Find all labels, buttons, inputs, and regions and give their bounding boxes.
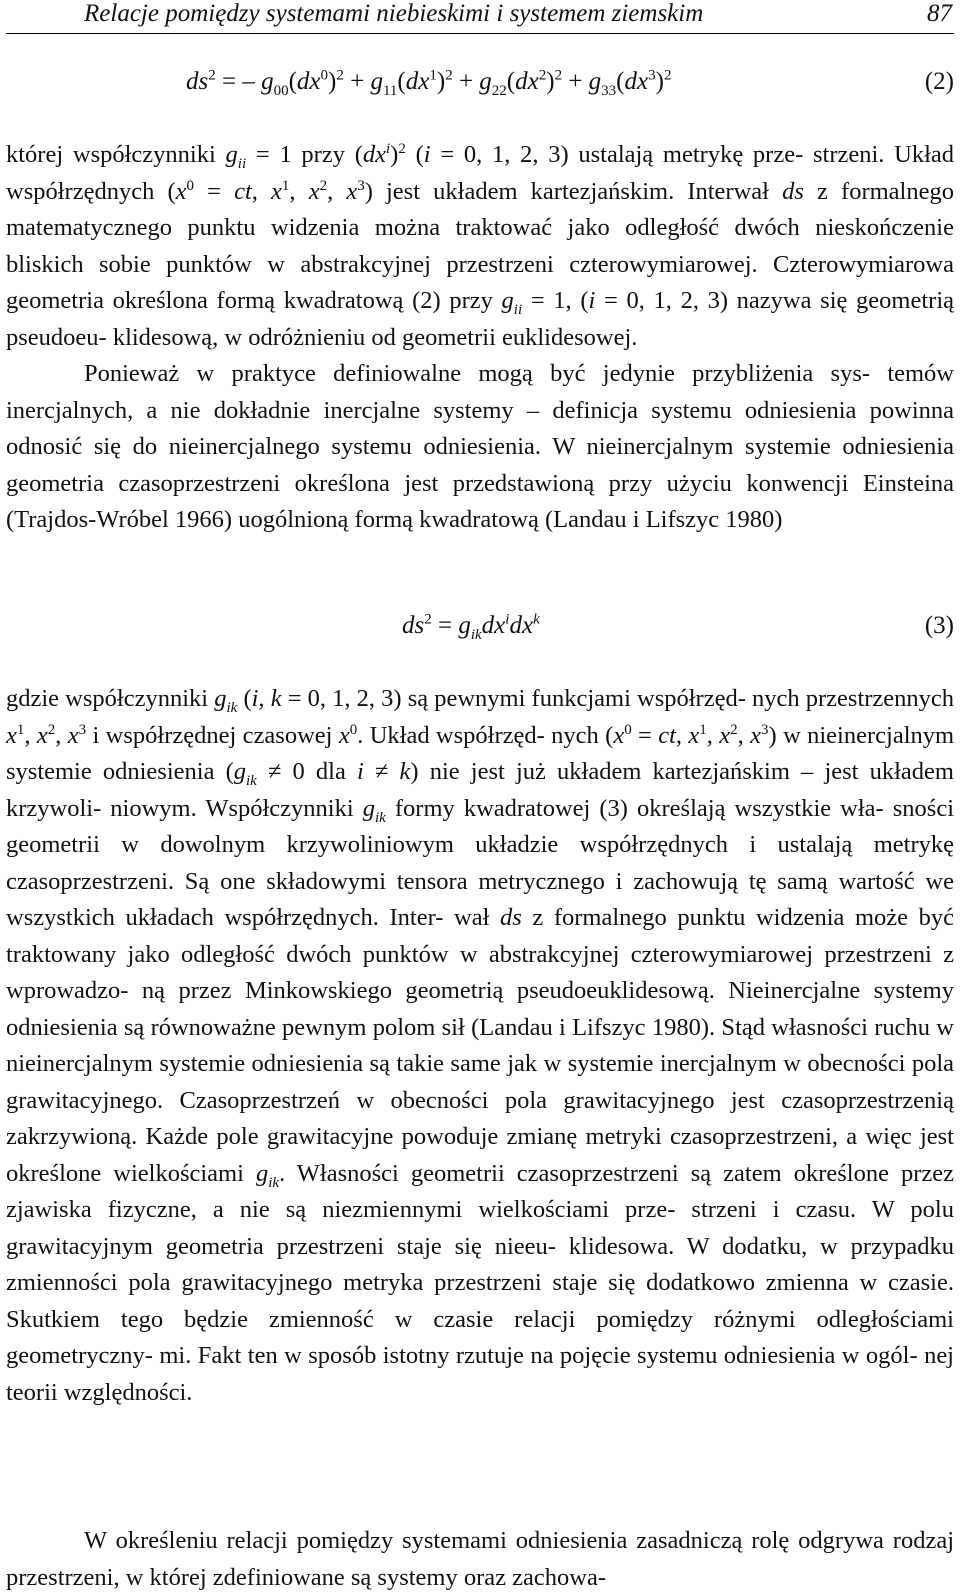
paragraph-3: gdzie współczynniki $g_{ik}$ (i, k = 0, 1, 2, 3) są pewnymi funkcjami współrzęd- nych przestrzennych $x^1$, $x^2$, $x^3$ i współrzędnej czasowej $x^0$. Układ współrzęd- nych ($x^0$ = ct, $x^1$, $x^2$, $x^3$) w nieinercjalnym systemie odniesienia ($g_{ik} \ne 0$ dla i ≠ k) nie jest już układem kartezjańskim – jest układem krzywoli- niowym. Współczynniki $g_{ik}$ formy kwadratowej (3) określają wszystkie wła- sności geometrii w dowolnym krzywoliniowym układzie współrzędnych i ustalają metrykę czasoprzestrzeni. Są one składowymi tensora metrycznego i zachowują tę samą wartość we wszystkich układach współrzędnych. Inter- wał ds z formalnego punktu widzenia może być traktowany jako odległość dwóch punktów w abstrakcyjnej czterowymiarowej przestrzeni z wprowadzo- ną przez Minkowskiego geometrią pseudoeuklidesową. Nieinercjalne systemy odniesienia są równoważne pewnym polom sił (Landau i Lifszyc 1980). Stąd własności ruchu w nieinercjalnym systemie odniesienia są takie same jak w systemie inercjalnym w obecności pola grawitacyjnego. Czasoprzestrzeń w obecności pola grawitacyjnego jest czasoprzestrzenią zakrzywioną. Każde pole grawitacyjne powoduje zmianę metryki czasoprzestrzeni, a więc jest określone wielkościami $g_{ik}$. Własności geometrii czasoprzestrzeni są zatem określone przez zjawiska fizyczne, a nie są niezmiennymi wielkościami prze- strzeni i czasu. W polu grawitacyjnym geometria przestrzeni staje się nieeu- klidesowa. W dodatku, w przypadku zmienności pola grawitacyjnego metryka przestrzeni staje się dodatkowo zmienna w czasie. Skutkiem tego będzie zmienność w czasie relacji pomiędzy różnymi odległościami geometryczny- mi. Fakt ten w sposób istotny rzutuje na pojęcie systemu odniesienia w ogól- nej teorii względności. [6, 685, 955, 1406]
running-title: Relacje pomiędzy systemami niebieskimi i systemem ziemskim [84, 0, 704, 27]
page-header [6, 0, 954, 34]
paragraph-4: W określeniu relacji pomiędzy systemami odniesienia zasadniczą rolę odgrywa rodzaj przestrzeni, w której zdefiniowane są systemy oraz zachowa- [6, 1527, 954, 1591]
equation-3-label: (3) [924, 612, 954, 639]
paragraph-1: której współczynniki $g_{ii} = 1$ przy $(dx^i)^2$ (i = 0, 1, 2, 3) ustalają metrykę prze- strzeni. Układ współrzędnych ($x^0$ = ct, $x^1$, $x^2$, $x^3$) jest układem kartezjańskim. Interwał ds z formalnego matematycznego punktu widzenia można traktować jako odległość dwóch nieskończenie bliskich sobie punktów w abstrakcyjnej przestrzeni czterowymiarowej. Czterowymiarowa geometria określona formą kwadratową (2) przy $g_{ii} = 1$, (i = 0, 1, 2, 3) nazywa się geometrią pseudoeu- klidesową, w odróżnieniu od geometrii euklidesowej. [6, 140, 955, 351]
paragraph-2: Ponieważ w praktyce definiowalne mogą być jedynie przybliżenia sys- temów inercjalnych, a nie dokładnie inercjalne systemy – definicja systemu odniesienia powinna odnosić się do nieinercjalnego systemu odniesienia. W nieinercjalnym systemie odniesienia geometria czasoprzestrzeni określona jest przedstawioną przy użyciu konwencji Einsteina (Trajdos-Wróbel 1966) uogólnioną formą kwadratową (Landau i Lifszyc 1980) [6, 360, 954, 533]
equation-2-formula: $ds^2$ = – $g_{00}(dx^0)^2 + g_{11}(dx^1)^2 + g_{22}(dx^2)^2 + g_{33}(dx^3)^2$ [186, 67, 672, 99]
equation-3-formula: $ds^2 = g_{ik}dx^idx^k$ [402, 611, 540, 643]
equation-3 [6, 612, 954, 644]
equation-2 [6, 68, 954, 100]
page-number: 87 [927, 0, 952, 27]
equation-2-label: (2) [924, 68, 954, 95]
